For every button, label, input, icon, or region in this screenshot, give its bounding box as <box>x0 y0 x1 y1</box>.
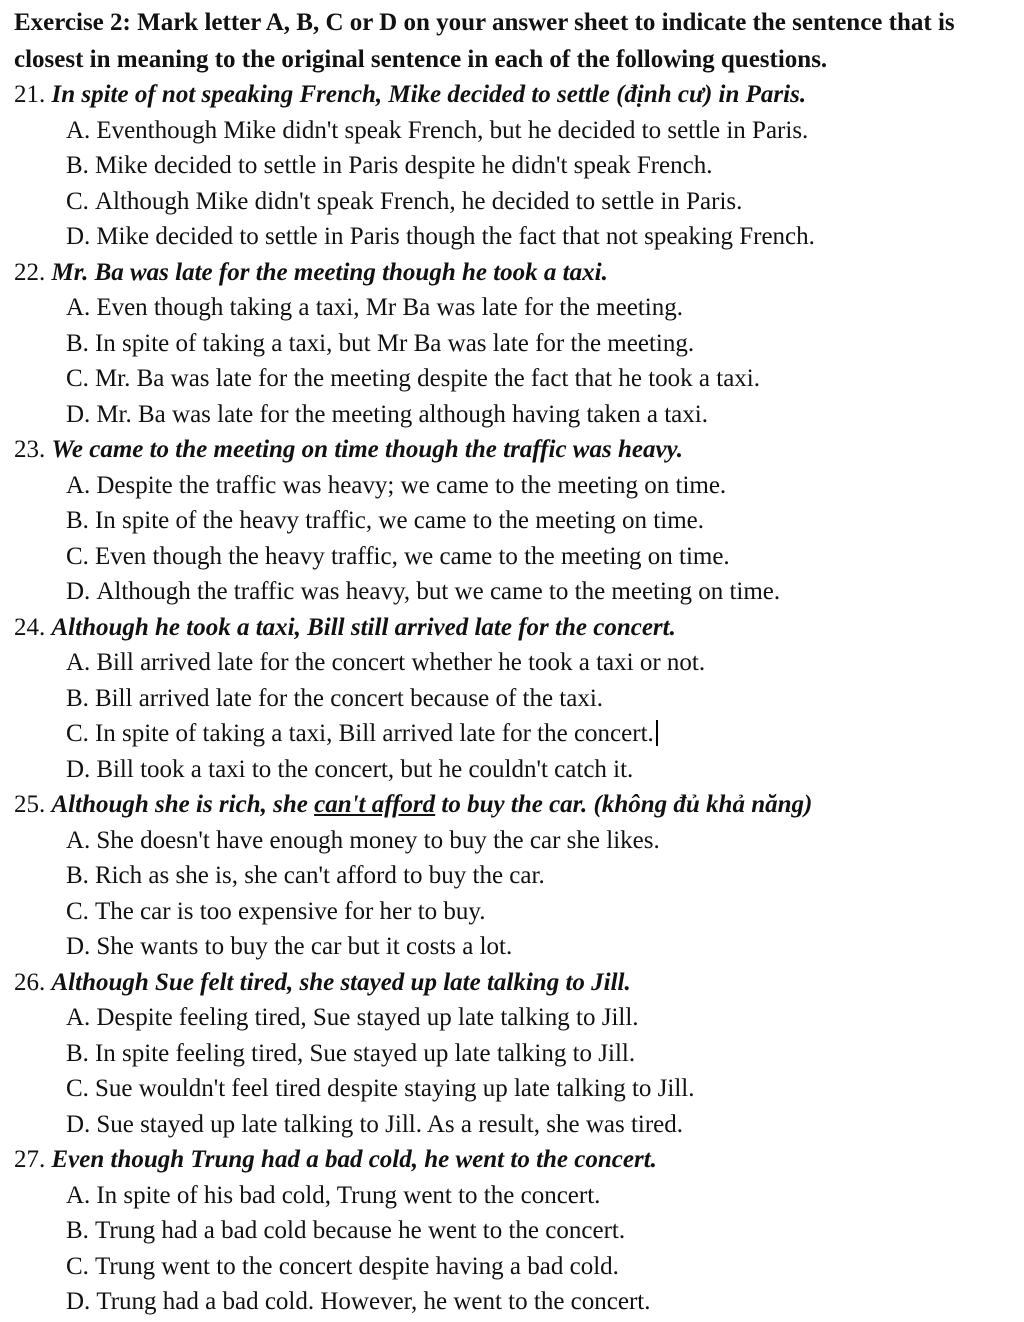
text-cursor <box>656 720 658 746</box>
option-text: Bill arrived late for the concert whether he took a taxi or not. <box>96 649 706 676</box>
answer-option <box>14 645 1014 681</box>
option-letter: A. <box>66 649 91 676</box>
question-block <box>14 787 1014 965</box>
answer-option <box>14 468 1014 504</box>
option-text: Sue stayed up late talking to Jill. As a result, she was tired. <box>96 1110 684 1138</box>
answer-option <box>14 823 1014 859</box>
answer-option <box>14 148 1014 184</box>
option-letter: D. <box>66 400 91 428</box>
question-stem <box>14 1142 1014 1178</box>
question-number: 26. <box>14 968 46 996</box>
option-letter: C. <box>66 365 89 392</box>
question-stem <box>14 432 1014 468</box>
answer-option <box>14 1284 1014 1320</box>
option-text: She doesn't have enough money to buy the car she likes. <box>96 826 660 854</box>
option-text: Although Mike didn't speak French, he decided to settle in Paris. <box>94 187 743 215</box>
question-block <box>14 255 1014 433</box>
question-block <box>14 432 1014 610</box>
answer-option <box>14 1107 1014 1143</box>
answer-option <box>14 1213 1014 1249</box>
option-text: Rich as she is, she can't afford to buy the car. <box>94 862 545 889</box>
option-text: Bill arrived late for the concert because of the taxi. <box>94 684 604 712</box>
option-letter: C. <box>66 1252 89 1280</box>
answer-option <box>14 929 1014 965</box>
question-stem <box>14 77 1014 113</box>
answer-option <box>14 1000 1014 1036</box>
question-block <box>14 1142 1014 1320</box>
answer-option <box>14 1178 1014 1214</box>
option-text: In spite of taking a taxi, Bill arrived late for the concert. <box>94 720 654 747</box>
question-number: 25. <box>14 791 46 818</box>
answer-option <box>14 681 1014 717</box>
answer-option <box>14 503 1014 539</box>
question-text: Mr. Ba was late for the meeting though he took a taxi. <box>51 258 608 286</box>
question-stem <box>14 255 1014 291</box>
question-number: 24. <box>14 613 46 641</box>
option-letter: C. <box>66 1075 89 1102</box>
option-letter: D. <box>66 1288 91 1315</box>
underlined-phrase: can't afford <box>314 791 436 818</box>
option-letter: D. <box>66 755 91 783</box>
option-letter: A. <box>66 116 91 144</box>
option-letter: C. <box>66 542 89 570</box>
answer-option <box>14 1036 1014 1072</box>
answer-option <box>14 716 1014 752</box>
answer-option <box>14 397 1014 433</box>
option-text: In spite of the heavy traffic, we came to the meeting on time. <box>94 507 704 534</box>
answer-option <box>14 219 1014 255</box>
option-text: Even though taking a taxi, Mr Ba was late for the meeting. <box>96 294 683 321</box>
option-letter: A. <box>66 294 91 321</box>
instructions-line-1: Exercise 2: Mark letter A, B, C or D on your answer sheet to indicate the sentence that is <box>14 9 955 36</box>
answer-option <box>14 184 1014 220</box>
option-text: In spite feeling tired, Sue stayed up late talking to Jill. <box>94 1039 636 1067</box>
answer-option <box>14 539 1014 575</box>
question-text: We came to the meeting on time though the traffic was heavy. <box>51 436 683 463</box>
answer-option <box>14 361 1014 397</box>
answer-option <box>14 113 1014 149</box>
question-text: Although Sue felt tired, she stayed up late talking to Jill. <box>51 968 631 996</box>
answer-option <box>14 894 1014 930</box>
option-letter: B. <box>66 1217 89 1244</box>
option-text: Mr. Ba was late for the meeting despite the fact that he took a taxi. <box>94 365 761 392</box>
question-number: 23. <box>14 436 46 463</box>
option-letter: B. <box>66 684 89 712</box>
option-text: Eventhough Mike didn't speak French, but he decided to settle in Paris. <box>96 116 809 144</box>
option-text: Mike decided to settle in Paris though the fact that not speaking French. <box>96 223 815 250</box>
option-letter: B. <box>66 1039 89 1067</box>
option-text: Even though the heavy traffic, we came to the meeting on time. <box>94 542 730 570</box>
option-letter: C. <box>66 897 89 925</box>
question-block <box>14 77 1014 255</box>
option-text: In spite of his bad cold, Trung went to the concert. <box>96 1181 601 1209</box>
option-text: Trung had a bad cold. However, he went to the concert. <box>96 1288 651 1315</box>
answer-option <box>14 290 1014 326</box>
option-text: Despite the traffic was heavy; we came to the meeting on time. <box>96 471 727 499</box>
option-text: Trung went to the concert despite having a bad cold. <box>94 1252 619 1280</box>
option-text: Mike decided to settle in Paris despite he didn't speak French. <box>94 152 713 179</box>
question-number: 21. <box>14 81 46 108</box>
option-text: Sue wouldn't feel tired despite staying up late talking to Jill. <box>94 1075 695 1102</box>
option-letter: B. <box>66 862 89 889</box>
option-letter: A. <box>66 826 91 854</box>
option-text: Although the traffic was heavy, but we came to the meeting on time. <box>96 578 781 605</box>
question-stem <box>14 965 1014 1001</box>
answer-option <box>14 574 1014 610</box>
option-text: The car is too expensive for her to buy. <box>94 897 486 925</box>
option-letter: A. <box>66 1004 91 1031</box>
option-text: Bill took a taxi to the concert, but he couldn't catch it. <box>96 755 634 783</box>
question-text-continued: to buy the car. (không đủ khả năng) <box>435 791 813 818</box>
instructions-line-2: closest in meaning to the original sentence in each of the following questions. <box>14 46 828 73</box>
option-letter: A. <box>66 1181 91 1209</box>
answer-option <box>14 858 1014 894</box>
option-letter: D. <box>66 933 91 960</box>
option-text: Despite feeling tired, Sue stayed up late talking to Jill. <box>96 1004 639 1031</box>
option-text: Trung had a bad cold because he went to the concert. <box>94 1217 626 1244</box>
option-letter: D. <box>66 1110 91 1138</box>
question-stem <box>14 610 1014 646</box>
question-text: Although he took a taxi, Bill still arrived late for the concert. <box>51 613 676 641</box>
question-number: 27. <box>14 1146 46 1173</box>
answer-option <box>14 1071 1014 1107</box>
question-text: Even though Trung had a bad cold, he went to the concert. <box>51 1146 657 1173</box>
option-text: She wants to buy the car but it costs a lot. <box>96 933 513 960</box>
exercise-instructions <box>14 4 1024 78</box>
question-block <box>14 965 1014 1143</box>
question-number: 22. <box>14 258 46 286</box>
question-list <box>14 77 1014 1320</box>
question-block <box>14 610 1014 788</box>
option-letter: D. <box>66 223 91 250</box>
option-letter: D. <box>66 578 91 605</box>
option-letter: B. <box>66 329 89 357</box>
option-letter: C. <box>66 720 89 747</box>
option-letter: C. <box>66 187 89 215</box>
option-text: Mr. Ba was late for the meeting although having taken a taxi. <box>96 400 708 428</box>
option-letter: B. <box>66 152 89 179</box>
question-stem <box>14 787 1014 823</box>
option-letter: B. <box>66 507 89 534</box>
option-letter: A. <box>66 471 91 499</box>
question-text: In spite of not speaking French, Mike decided to settle (định cư) in Paris. <box>51 81 807 108</box>
answer-option <box>14 1249 1014 1285</box>
option-text: In spite of taking a taxi, but Mr Ba was late for the meeting. <box>94 329 695 357</box>
answer-option <box>14 752 1014 788</box>
answer-option <box>14 326 1014 362</box>
question-text: Although she is rich, she <box>51 791 315 818</box>
